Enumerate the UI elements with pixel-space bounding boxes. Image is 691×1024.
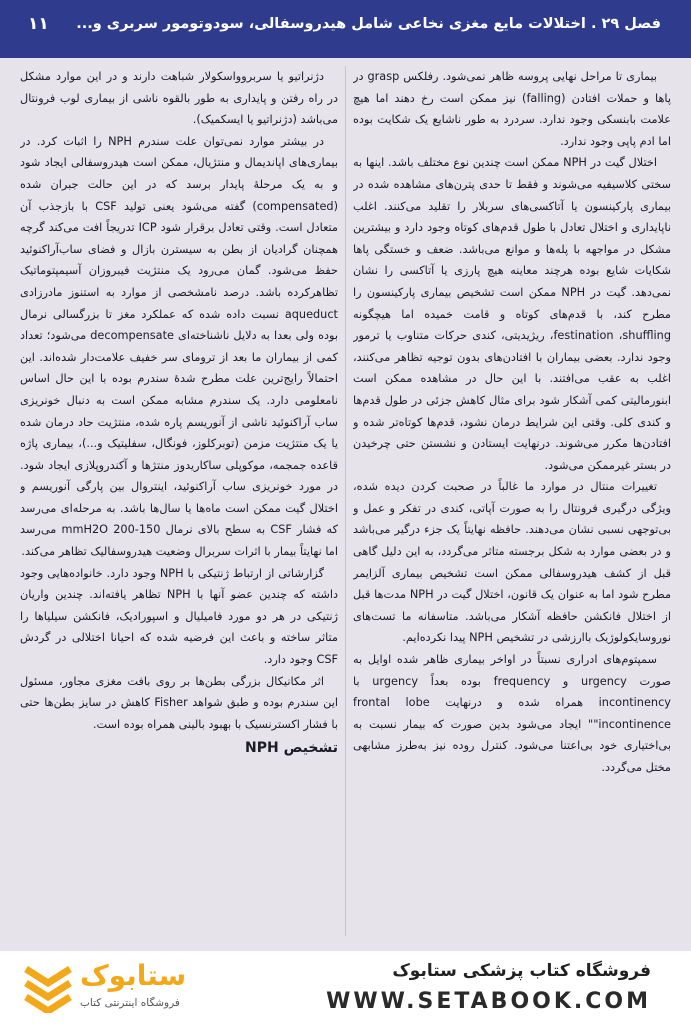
chapter-header xyxy=(0,0,691,58)
paragraph: تغییرات منتال در موارد ما غالباً در صحبت کردن دیده شده، ویژگی درگیری فرونتال را به صورت آپاتی، کندی در تفکر و عمل و بی‌توجهی نسبی نشان می‌دهند. حافظه نهایتاً یک جزء درگیر می‌باشد و در بعضی موارد به شکل برجسته متاثر می‌گردد، به این دلیل گاهی قبل از کشف هیدروسفالی ممکن است تشخیص بیماری آلزایمر مطرح شود اما به عنوان یک قانون، اختلال گیت در NPH مدت‌ها قبل از اختلال فانکشن حافظه آشکار می‌باشد. متاسفانه ما تست‌های نوروسایکولوژیک باارزشی در تشخیص NPH پیدا نکرده‌ایم. xyxy=(353,480,671,645)
right-column xyxy=(353,66,671,942)
column-divider xyxy=(345,66,346,936)
paragraph: اختلال گیت در NPH ممکن است چندین نوع مختلف باشد. اینها به سختی کلاسیفیه می‌شوند و فقط تا حدی پترن‌های مشاهده شده در بیماری پارکینسون یا آتاکسی‌های سربلار را تقلید می‌کنند. اغلب ناپایداری و اختلال تعادل با طول قدم‌های کوتاه وجود دارد و بیشترین مشکل در مواجهه با پله‌ها و موانع می‌باشد. ضعف و خستگی پاها شکایات شایع بوده هرچند معاینه هیچ پارزی یا آتاکسی را نشان نمی‌دهد. گیت در NPH ممکن است تشخیص بیماری پارکینسون را مطرح کند، با قدم‌های کوتاه و قامت خمیده اما هیچگونه festination ،shuffling، ریژیدیتی، کندی حرکات متناوب یا ترمور وجود ندارد. بعضی بیماران با افتادن‌های بدون توجیه تظاهر می‌کنند، اغلب به عقب می‌افتند. با این حال در مشاهده ممکن است ابنورمالیتی کمی آشکار شود برای مثال کاهش جزئی در طول قدم‌ها و کندی کلی. وقتی این شرایط درمان نشود، قدم‌ها کوتاه‌تر شده و افتادن‌ها مکرر می‌شوند. درنهایت ایستادن و نشستن حتی چرخیدن در بستر غیرممکن می‌شود. xyxy=(353,156,671,472)
page-number: ۱۱ xyxy=(28,14,49,34)
paragraph: دژنراتیو یا سربرووا‌سکولار شباهت دارند و در این موارد مشکل در راه رفتن و پایداری به طور بالقوه ناشی از بیماری لوب فرونتال می‌باشد (دژنراتیو یا ایسکمیک). xyxy=(20,70,338,127)
logo-tagline: فروشگاه اینترنتی کتاب xyxy=(80,997,180,1009)
section-heading: تشخیص NPH xyxy=(245,740,338,757)
paragraph: بیماری تا مراحل نهایی پروسه ظاهر نمی‌شود. رفلکس grasp در پاها و حملات افتادن (falling) نیز ممکن است رخ دهند اما هیچ علامت بابنسکی وجود ندارد. سردرد به طور ناشایع یک شکایت بوده اما ادم پاپی وجود ندارد. xyxy=(353,70,671,148)
paragraph: در بیشتر موارد نمی‌توان علت سندرم NPH را اثبات کرد. در بیماری‌های اپاندیمال و منتژیال، ممکن است هیدروسفالی ایجاد شود و به یک مرحلهٔ پایدار برسد که در این حالت جبران شده (compensated) گفته می‌شود یعنی تولید CSF با بازجذب آن متعادل است. وقتی تعادل برقرار شود ICP تدریجاً افت می‌کند گرچه همچنان گرادیان از بطن به سیسترن بازال و فضای ساب‌آراکنوئید حفظ می‌شود. گمان می‌رود یک منتژیت فیبروزان آسیمپتوماتیک تظاهرکرده باشد. درصد نامشخصی از موارد به استنوز مادرزادی aqueduct نسبت داده شده که عملکرد مغز تا بزرگسالی نرمال بوده ولی بعدا به دلایل ناشناخته‌ای decompensate می‌شود؛ تعداد کمی از بیماران ما بعد از ترومای سر خفیف علامت‌دار شده‌اند. این احتمالاً رایج‌ترین علت مطرح شدهٔ سندرم بوده با این حال اساس نامعلومی دارد. یک سندرم مشابه ممکن است به دنبال خونریزی ساب آراکنوئید ناشی از آنوریسم پاره شده، منتژیت حاد درمان شده یا یک منتژیت مزمن (توبرکلوز، فونگال، سفلیتیک و...)، بیماری پاژه قاعده جمجمه، موکوپلی ساکاریدوز منتژها و آکندروپلازی ایجاد شود. در مورد خونریزی ساب آراکنوئید، اینتروال بین پارگی آنوریسم و اختلال گیت ممکن است ماه‌ها یا سال‌ها باشد. به مرحله‌ای می‌رسد که فشار CSF به سطح بالای نرمال 150-200 mmH2O می‌رسد اما نهایتاً بیمار با اثرات سربرال وضعیت هیدروسفالیک تظاهر می‌کند. xyxy=(20,134,338,559)
store-footer xyxy=(0,951,691,1024)
store-name: فروشگاه کتاب پزشکی ستابوک xyxy=(392,961,651,981)
paragraph: اثر مکانیکال بزرگی بطن‌ها بر روی بافت مغزی مجاور، مسئول این سندرم بوده و طبق شواهد Fisher کاهش در سایز بطن‌ها حتی با فشار اکسترنسیک با بهبود بالینی همراه بوده است. xyxy=(20,674,338,731)
logo-brand-text: ستابوک xyxy=(80,959,187,992)
store-logo[interactable] xyxy=(22,959,262,1017)
paragraph: سمپتوم‌های ادراری نسبتاً در اواخر بیماری ظاهر شده اوایل به صورت urgency و frequency بوده بعداً urgency با incontinency همراه شده و درنهایت frontal lobe "incontinence" ایجاد می‌شود بدین صورت که بیمار نسبت به بی‌اختیاری خود بی‌اعتنا می‌شود. کنترل روده نیز به‌طرز مشابهی مختل می‌گردد. xyxy=(353,653,671,774)
left-column xyxy=(20,66,338,942)
chapter-title: فصل ۲۹ . اختلالات مایع مغزی نخاعی شامل هیدروسفالی، سودوتومور سربری و... xyxy=(76,16,661,32)
paragraph: گزارشاتی از ارتباط ژنتیکی با NPH وجود دارد. خانواده‌هایی وجود داشته که چندین عضو آنها با NPH تظاهر یافته‌اند. چندین واریان ژنتیکی در هر دو مورد فامیلیال و اسپورادیک، فانکشن سیلیاها را متاثر ساخته و باعث این فرضیه شده که احیانا اختلالی در گردش CSF وجود دارد. xyxy=(20,566,338,667)
chevron-logo-icon xyxy=(22,961,74,1013)
store-url-link[interactable]: WWW.SETABOOK.COM xyxy=(326,989,651,1014)
